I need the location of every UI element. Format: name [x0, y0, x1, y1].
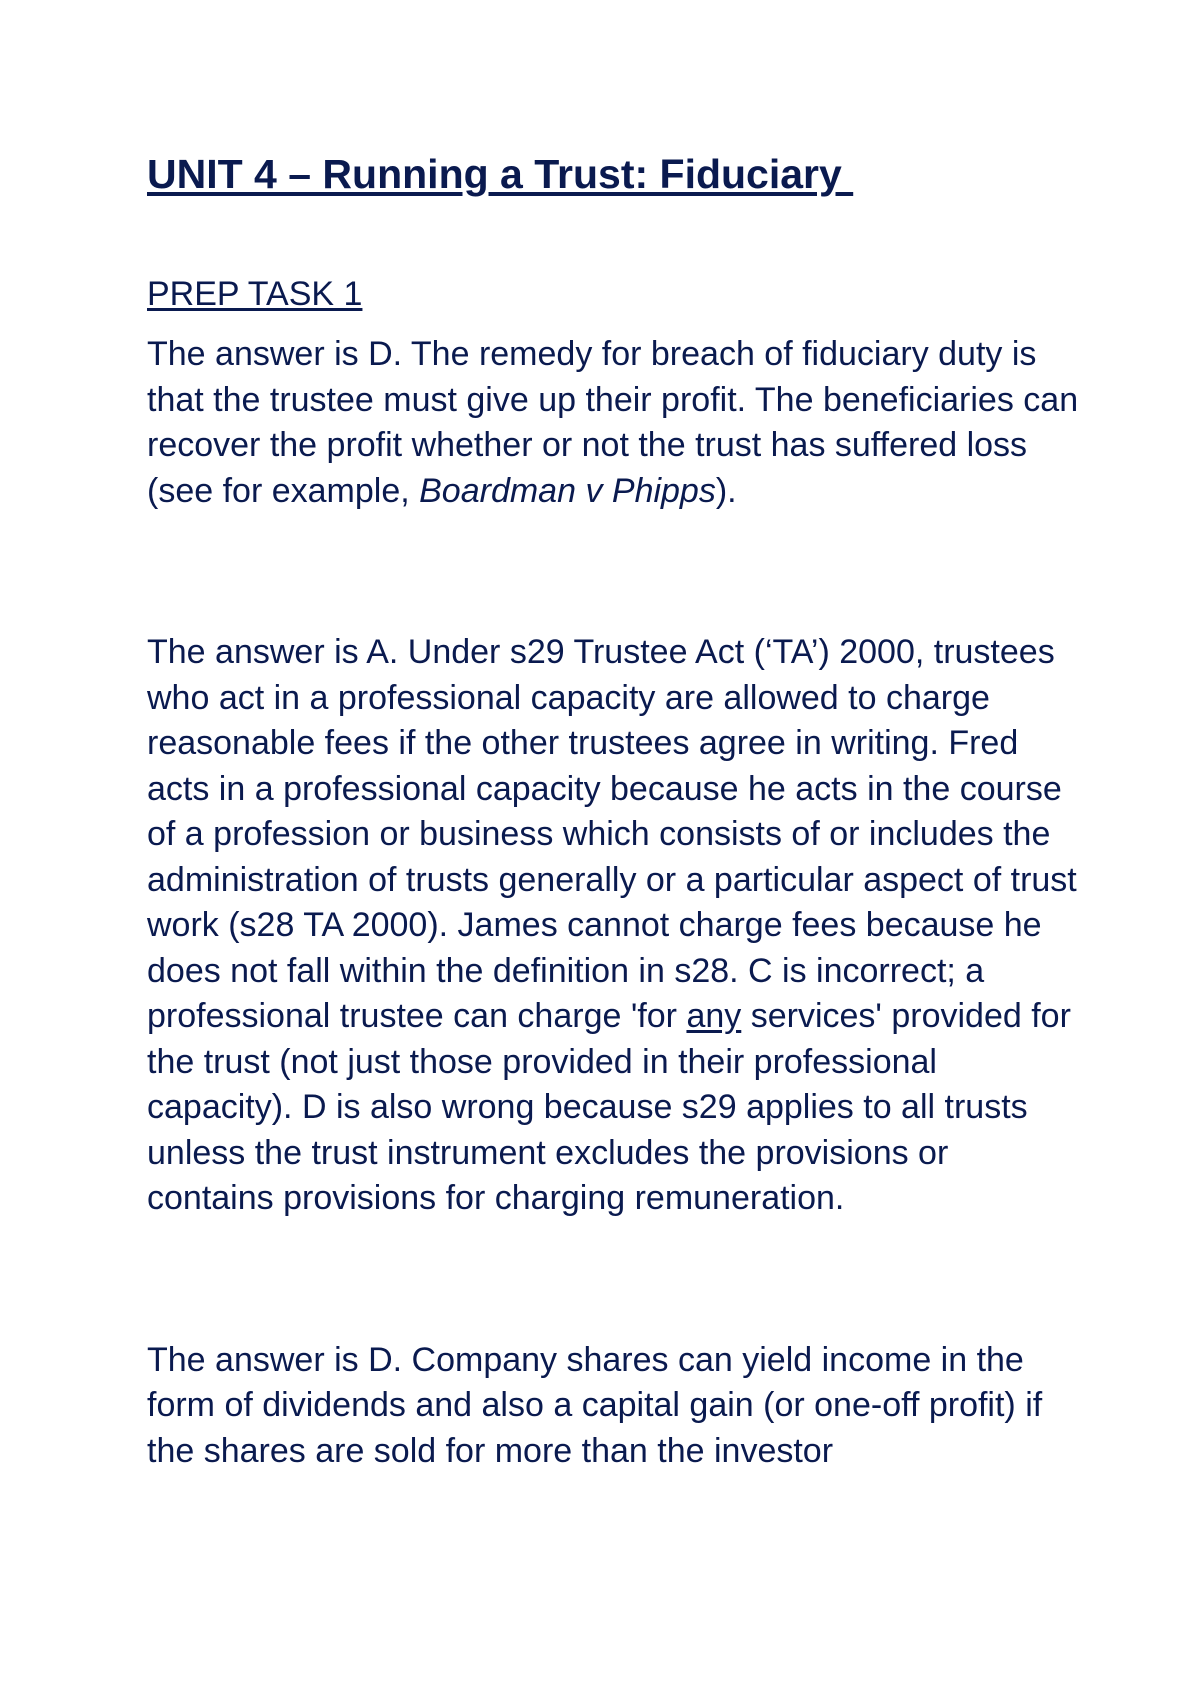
- answer-2-text-start: The answer is A. Under s29 Trustee Act (‘TA’) 2000, trustees who act in a professional capacity are allowed to charge reasonable fees if the other trustees agree in writing. Fred acts in a professional capacity because he acts in the course of a profession or business which consists of or includes the administration of trusts generally or a particular aspect of trust work (s28 TA 2000). James cannot charge fees because he does not fall within the definition in s28. C is incorrect; a professional trustee can charge 'for: [147, 633, 1077, 1035]
- answer-1-text-end: ).: [715, 471, 737, 510]
- answer-paragraph-2: [147, 630, 1080, 1222]
- case-name-boardman-v-phipps: Boardman v Phipps: [419, 471, 716, 510]
- emphasis-any: any: [686, 997, 742, 1035]
- answer-3-text: The answer is D. Company shares can yield income in the form of dividends and also a capital gain (or one-off profit) if the shares are sold for more than the investor: [147, 1340, 1043, 1470]
- document-title: UNIT 4 – Running a Trust: Fiduciary: [147, 151, 854, 197]
- answer-paragraph-3: [147, 1338, 1080, 1475]
- answer-2-text-end: services' provided for the trust (not just those provided in their professional capacity). D is also wrong because s29 applies to all trusts unless the trust instrument excludes the provisions or contains provisions for charging remuneration.: [147, 997, 1071, 1217]
- answer-paragraph-1: [147, 332, 1080, 514]
- section-heading-prep-task-1: PREP TASK 1: [147, 275, 363, 313]
- answer-1-text-start: The answer is D. The remedy for breach of fiduciary duty is that the trustee must give up their profit. The beneficiaries can recover the profit whether or not the trust has suffered loss (see for example,: [147, 335, 1079, 510]
